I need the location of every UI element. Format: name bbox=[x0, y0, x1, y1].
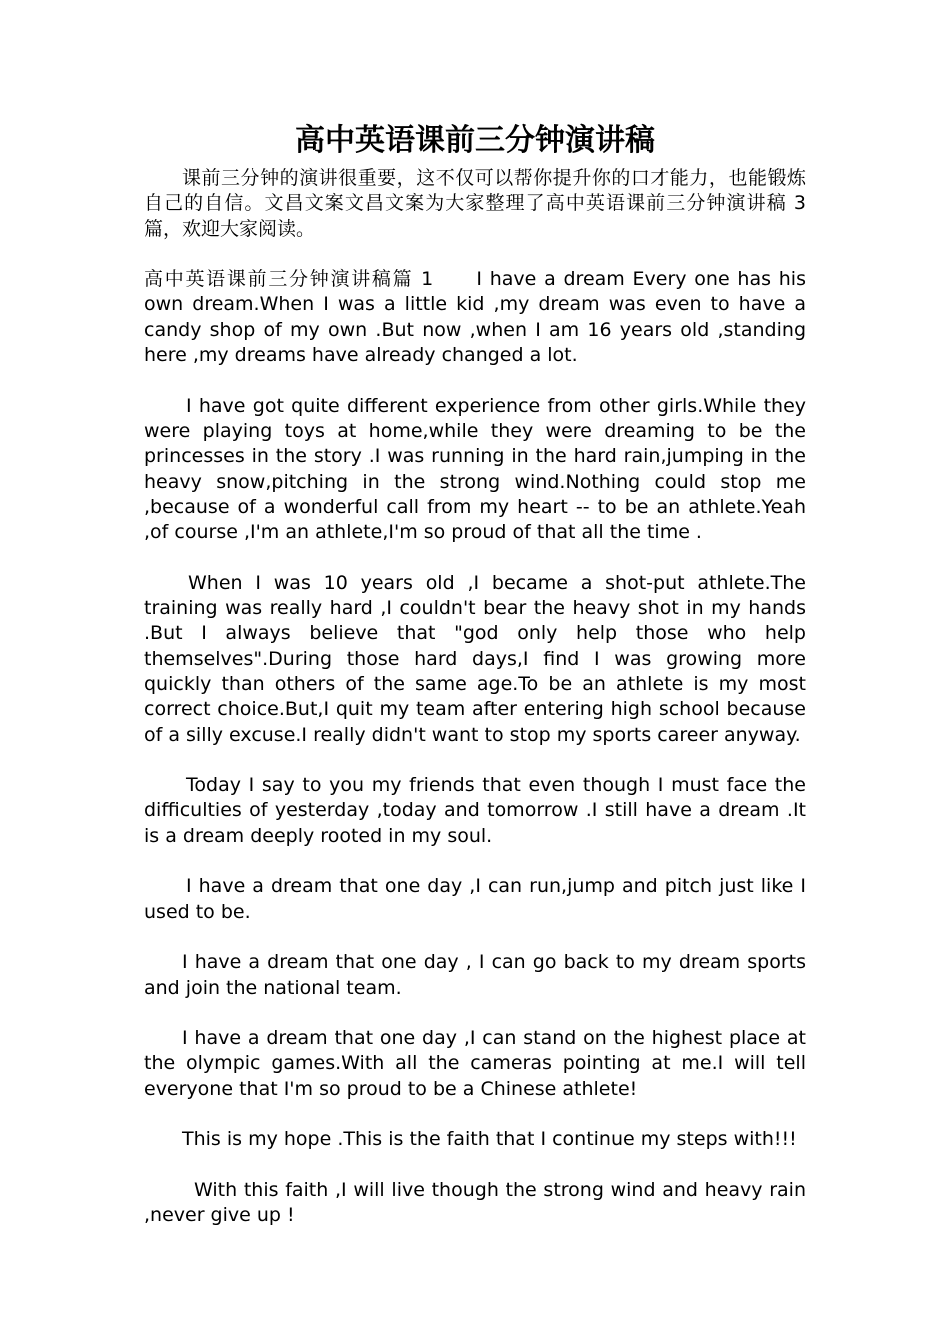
paragraph-gap bbox=[144, 748, 806, 773]
paragraph-9: With this faith ,I will live though the strong wind and heavy rain ,never give up ! bbox=[144, 1178, 806, 1227]
paragraph-gap bbox=[144, 242, 806, 267]
paragraph-gap bbox=[144, 1153, 806, 1178]
document-body bbox=[144, 166, 806, 1228]
paragraph-7: I have a dream that one day ,I can stand on the highest place at the olympic games.With all the cameras pointing at me.I will tell everyone that I'm so proud to be a Chinese athlete! bbox=[144, 1027, 806, 1100]
paragraph-gap bbox=[144, 1102, 806, 1127]
paragraph-gap bbox=[144, 1001, 806, 1026]
paragraph-2: I have got quite different experience from other girls.While they were playing toys at home,while they were dreaming to be the princesses in the story .I was running in the hard rain,jumping in the heavy snow,pitching in the strong wind.Nothing could stop me ,because of a wonderful call from my heart -- to be an athlete.Yeah ,of course ,I'm an athlete,I'm so proud of that all the time . bbox=[144, 394, 806, 544]
paragraph-1: 高中英语课前三分钟演讲稿篇 1 I have a dream Every one has his own dream.When I was a little kid ,my dream was even to have a candy shop of my own .But now ,when I am 16 years old ,standing here ,my dreams have already changed a lot. bbox=[144, 268, 806, 367]
paragraph-6: I have a dream that one day , I can go back to my dream sports and join the national team. bbox=[144, 951, 806, 999]
paragraph-5: I have a dream that one day ,I can run,jump and pitch just like I used to be. bbox=[144, 875, 806, 923]
paragraph-4: Today I say to you my friends that even though I must face the difficulties of yesterday ,today and tomorrow .I still have a dream .It is a dream deeply rooted in my soul. bbox=[144, 774, 806, 847]
paragraph-gap bbox=[144, 545, 806, 570]
paragraph-8: This is my hope .This is the faith that I continue my steps with!!! bbox=[182, 1128, 797, 1151]
paragraph-3: When I was 10 years old ,I became a shot-put athlete.The training was really hard ,I couldn't bear the heavy shot in my hands .But I always believe that "god only help those who help themselves".During those hard days,I find I was growing more quickly than others of the same age.To be an athlete is my most correct choice.But,I quit my team after entering high school because of a silly excuse.I really didn't want to stop my sports career anyway. bbox=[144, 571, 806, 746]
paragraph-gap bbox=[144, 925, 806, 950]
paragraph-gap bbox=[144, 368, 806, 393]
intro-paragraph: 课前三分钟的演讲很重要，这不仅可以帮你提升你的口才能力，也能锻炼自己的自信。文昌文案文昌文案为大家整理了高中英语课前三分钟演讲稿 3 篇，欢迎大家阅读。 bbox=[144, 167, 806, 240]
document-title: 高中英语课前三分钟演讲稿 bbox=[295, 123, 655, 158]
paragraph-gap bbox=[144, 849, 806, 874]
